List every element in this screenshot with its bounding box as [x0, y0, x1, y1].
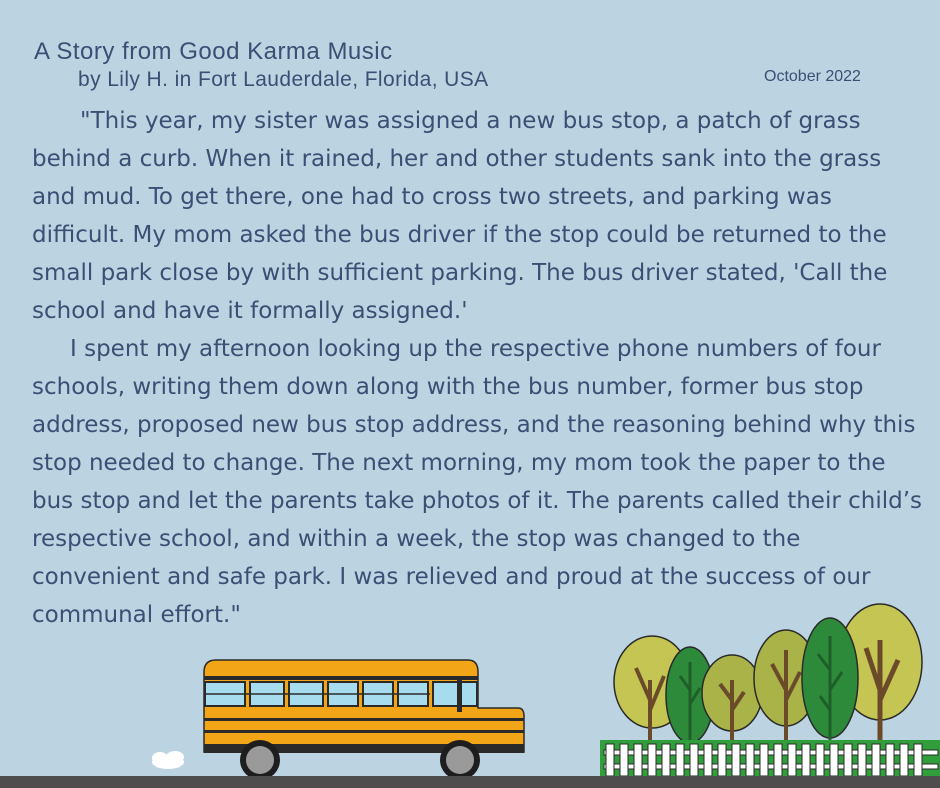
road — [0, 776, 940, 788]
tree-icon — [802, 618, 858, 748]
story-paragraph-2: I spent my afternoon looking up the respective phone numbers of four schools, writing them down along with the bus number, former bus stop address, proposed new bus stop address, and the reasoning behind why this stop needed to change. The next morning, my mom took the paper to the bus stop and let the parents take photos of it. The parents called their child’s respective school, and within a week, the stop was changed to the convenient and safe park. I was relieved and proud at the success of our communal effort." — [32, 336, 923, 628]
tree-icon — [702, 655, 762, 748]
story-paragraph-1: "This year, my sister was assigned a new bus stop, a patch of grass behind a curb. When it rained, her and other students sank into the grass and mud. To get there, one had to cross two streets, and parking was difficult. My mom asked the bus driver if the stop could be returned to the small park close by with sufficient parking. The bus driver stated, 'Call the school and have it formally assigned.' — [32, 108, 888, 324]
story-date: October 2022 — [764, 68, 861, 85]
author-byline: by Lily H. in Fort Lauderdale, Florida, USA — [78, 68, 489, 91]
page-title: A Story from Good Karma Music — [34, 38, 393, 65]
